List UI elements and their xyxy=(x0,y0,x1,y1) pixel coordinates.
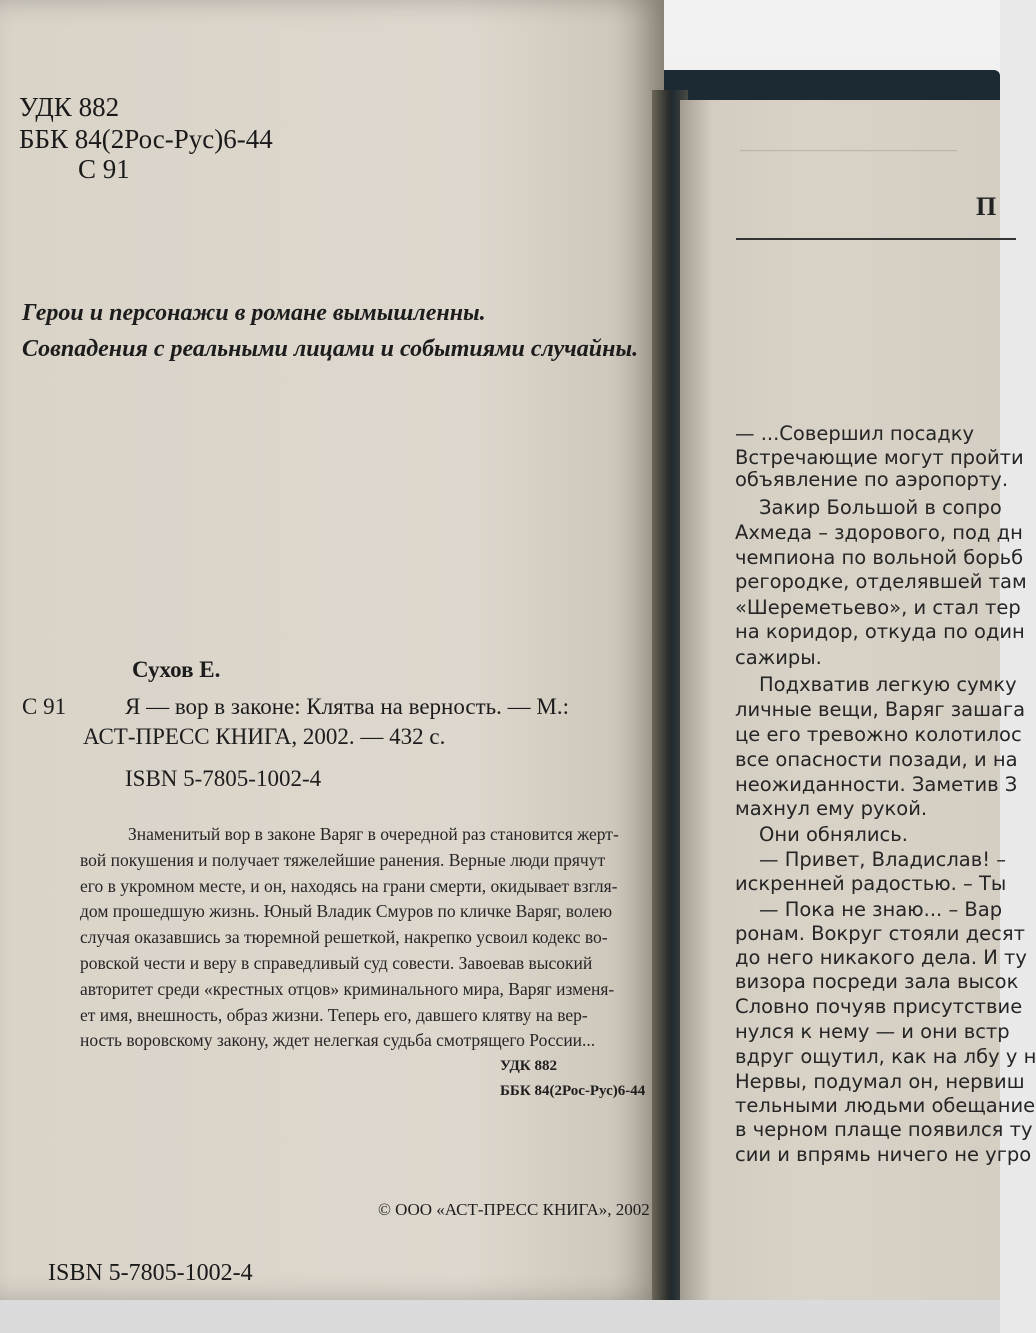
right-page-line: нулся к нему — и они встр xyxy=(735,1020,1010,1043)
right-page-line: Закир Большой в сопро xyxy=(759,496,1002,519)
annotation-line: вой покушения и получает тяжелейшие ранения. Верные люди прячут xyxy=(80,849,606,870)
right-page-line: Встречающие могут пройти xyxy=(735,446,1024,469)
bbk-top: ББК 84(2Рос-Рус)6-44 xyxy=(19,124,273,154)
right-page-line: вдруг ощутил, как на лбу у н xyxy=(735,1045,1036,1068)
right-page-line: сии и впрямь ничего не угро xyxy=(735,1143,1032,1166)
right-page-line: искренней радостью. – Ты xyxy=(735,872,1007,895)
right-page-line: — ...Совершил посадку xyxy=(735,422,975,445)
right-page-line: ронам. Вокруг стояли десят xyxy=(735,922,1025,945)
author-sign: С 91 xyxy=(22,694,67,719)
right-page-line: сажиры. xyxy=(735,646,822,669)
book-title-line-1: Я — вор в законе: Клятва на верность. — М.: xyxy=(125,694,569,719)
right-page-line: Словно почуяв присутствие xyxy=(735,995,1023,1018)
right-page-line: Подхватив легкую сумку xyxy=(759,673,1017,696)
annotation-line: случая оказавшись за тюремной решеткой, накрепко усвоил кодекс во- xyxy=(80,927,608,948)
right-page-line: чемпиона по вольной борьб xyxy=(735,546,1024,569)
right-page-line: в черном плаще появился ту xyxy=(735,1118,1033,1141)
right-page-line: все опасности позади, и на xyxy=(735,748,1018,771)
right-page-line: Они обнялись. xyxy=(759,823,908,846)
right-page xyxy=(680,100,1003,1300)
book-title-line-2: АСТ-ПРЕСС КНИГА, 2002. — 432 с. xyxy=(83,724,446,749)
heading-rule xyxy=(736,238,1016,240)
right-page-line: «Шереметьево», и стал тер xyxy=(735,596,1021,619)
right-page-line: визора посреди зала высок xyxy=(735,970,1019,993)
disclaimer-line-1: Герои и персонажи в романе вымышленны. xyxy=(22,300,486,326)
chapter-heading: П xyxy=(976,192,997,221)
bbk-bottom: ББК 84(2Рос-Рус)6-44 xyxy=(500,1083,646,1099)
annotation-line: авторитет среди «крестных отцов» криминального мира, Варяг изменя- xyxy=(80,978,615,999)
annotation xyxy=(80,822,650,1054)
annotation-line: ет имя, внешность, образ жизни. Теперь его, давшего клятву на вер- xyxy=(80,1004,588,1025)
right-page-line: Ахмеда – здорового, под дн xyxy=(735,521,1023,544)
author-name: Сухов Е. xyxy=(132,657,221,682)
udk-top: УДК 882 xyxy=(19,92,120,122)
right-page-line: объявление по аэропорту. xyxy=(735,468,1009,491)
isbn-bottom: ISBN 5-7805-1002-4 xyxy=(48,1260,253,1286)
right-page-line: — Привет, Владислав! – xyxy=(759,848,1006,871)
right-page-line: до него никакого дела. И ту xyxy=(735,946,1027,969)
annotation-line: дом прошедшую жизнь. Юный Владик Смуров по кличке Варяг, волею xyxy=(80,901,613,922)
right-page-line: неожиданности. Заметив З xyxy=(735,773,1018,796)
right-page-line: личные вещи, Варяг зашага xyxy=(735,698,1026,721)
copyright: © ООО «АСТ-ПРЕСС КНИГА», 2002 xyxy=(378,1200,650,1219)
right-page-line: регородке, отделявшей там xyxy=(735,570,1027,593)
disclaimer-line-2: Совпадения с реальными лицами и событиями случайны. xyxy=(22,336,639,362)
right-page-line: це его тревожно колотилос xyxy=(735,723,1022,746)
right-page-line: тельными людьми обещание xyxy=(735,1094,1036,1117)
annotation-line: Знаменитый вор в законе Варяг в очередной раз становится жерт- xyxy=(128,824,619,844)
show-through-text: ───────────────── xyxy=(740,140,957,160)
annotation-line: ровской чести и веру в справедливый суд совести. Завоевав высокий xyxy=(80,952,593,973)
right-page-line: Нервы, подумал он, нервиш xyxy=(735,1070,1025,1093)
isbn-bibliographic: ISBN 5-7805-1002-4 xyxy=(125,766,322,791)
right-page-line: махнул ему рукой. xyxy=(735,797,928,820)
annotation-line: его в укромном месте, и он, находясь на грани смерти, окидывает взгля- xyxy=(80,875,618,896)
udk-bottom: УДК 882 xyxy=(500,1058,557,1074)
author-sign-top: С 91 xyxy=(78,154,130,184)
right-page-line: на коридор, откуда по один xyxy=(735,620,1025,643)
right-page-line: — Пока не знаю... – Вар xyxy=(759,898,1003,921)
annotation-line: ность воровскому закону, ждет нелегкая судьба смотрящего России... xyxy=(80,1030,596,1051)
